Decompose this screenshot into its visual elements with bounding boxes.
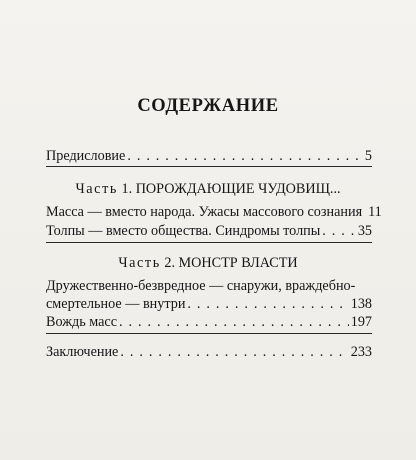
toc-entry-label: Заключение (46, 344, 119, 360)
toc-page-number: 233 (350, 344, 372, 360)
section-divider (46, 242, 372, 243)
part-2-heading (0, 255, 416, 272)
toc-entry-label: Толпы — вместо общества. Синдромы толпы (46, 223, 321, 239)
toc-page-number: 5 (364, 148, 372, 164)
part-1-heading (0, 181, 416, 198)
leader-dots (187, 296, 348, 313)
toc-page-number: 197 (350, 314, 372, 330)
toc-page-number: 11 (368, 204, 382, 220)
toc-entry-conclusion (46, 344, 372, 361)
leader-dots (322, 223, 356, 240)
leader-dots (120, 344, 348, 361)
page-title: СОДЕРЖАНИЕ (137, 96, 279, 116)
toc-entry-chapter (46, 296, 372, 313)
section-divider (46, 166, 372, 167)
toc-entry-chapter (46, 223, 372, 240)
section-divider (46, 333, 372, 334)
part-word: Часть (75, 181, 118, 197)
part-title: 2. МОНСТР ВЛАСТИ (164, 255, 298, 271)
part-word: Часть (118, 255, 161, 271)
toc-page-number: 138 (350, 296, 372, 312)
toc-entry-label: смертельное — внутри (46, 296, 186, 312)
toc-entry-chapter (46, 314, 372, 331)
leader-dots (127, 148, 363, 165)
part-title: 1. ПОРОЖДАЮЩИЕ ЧУДОВИЩ... (121, 181, 341, 197)
leader-dots (119, 314, 349, 331)
toc-page-number: 35 (357, 223, 372, 239)
toc-entry-chapter (46, 204, 382, 221)
toc-entry-chapter-line1: Дружественно-безвредное — снаружи, враждебно- (46, 278, 356, 294)
toc-entry-preface (46, 148, 372, 165)
toc-entry-label: Масса — вместо народа. Ужасы массового сознания (46, 204, 363, 220)
toc-entry-label: Вождь масс (46, 314, 118, 330)
toc-entry-label: Предисловие (46, 148, 126, 164)
